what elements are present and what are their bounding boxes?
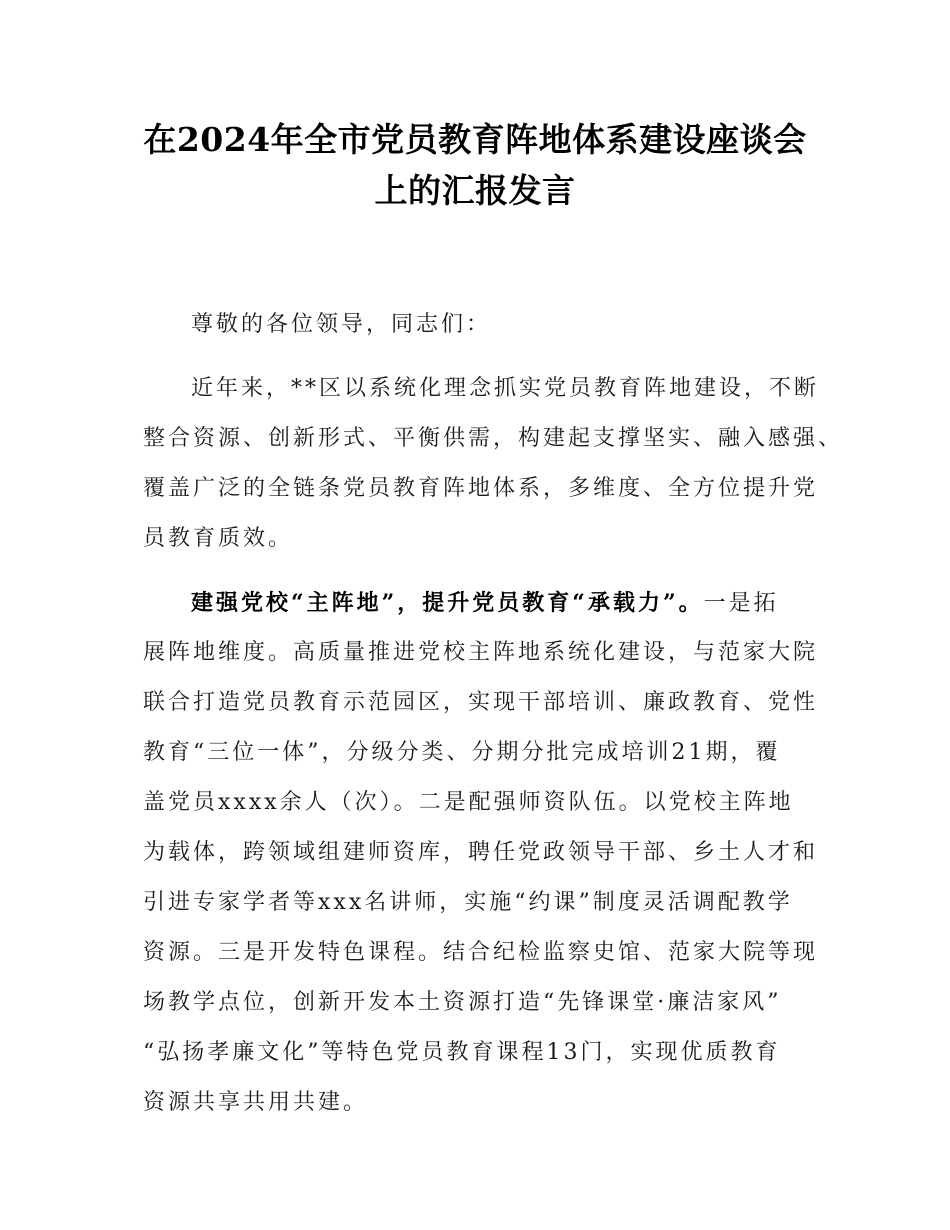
document-title-line-1: 在2024年全市党员教育阵地体系建设座谈会 bbox=[143, 120, 807, 159]
paragraph-2-line: 展阵地维度。高质量推进党校主阵地系统化建设，与范家大院 bbox=[143, 640, 819, 665]
section-heading: 建强党校“主阵地”，提升党员教育“承载力”。 bbox=[191, 590, 704, 616]
paragraph-2-line: 为载体，跨领域组建师资库，聘任党政领导干部、乡土人才和 bbox=[143, 840, 819, 865]
paragraph-2-line: 教育“三位一体”，分级分类、分期分批完成培训21期，覆 bbox=[143, 740, 781, 765]
paragraph-2-line: 资源。三是开发特色课程。结合纪检监察史馆、范家大院等现 bbox=[143, 940, 819, 965]
paragraph-2-line: “弘扬孝廉文化”等特色党员教育课程13门，实现优质教育 bbox=[143, 1040, 781, 1065]
document-title-line-2: 上的汇报发言 bbox=[374, 171, 576, 210]
paragraph-1-line: 整合资源、创新形式、平衡供需，构建起支撑坚实、融入感强、 bbox=[143, 426, 844, 451]
salutation: 尊敬的各位领导，同志们： bbox=[191, 312, 492, 337]
section-heading-continuation: 一是拓 bbox=[703, 591, 779, 616]
paragraph-2-first-line bbox=[191, 588, 779, 619]
paragraph-2-line: 资源共享共用共建。 bbox=[143, 1090, 369, 1115]
paragraph-1-line: 近年来，**区以系统化理念抓实党员教育阵地建设，不断 bbox=[191, 376, 820, 401]
paragraph-1-line: 员教育质效。 bbox=[143, 526, 294, 551]
paragraph-2-line: 联合打造党员教育示范园区，实现干部培训、廉政教育、党性 bbox=[143, 690, 819, 715]
paragraph-2-line: 场教学点位，创新开发本土资源打造“先锋课堂·廉洁家风” bbox=[143, 990, 782, 1015]
paragraph-2-line: 盖党员xxxx余人（次）。二是配强师资队伍。以党校主阵地 bbox=[143, 790, 794, 815]
paragraph-2-line: 引进专家学者等xxx名讲师，实施“约课”制度灵活调配教学 bbox=[143, 890, 793, 915]
paragraph-1-line: 覆盖广泛的全链条党员教育阵地体系，多维度、全方位提升党 bbox=[143, 476, 819, 501]
